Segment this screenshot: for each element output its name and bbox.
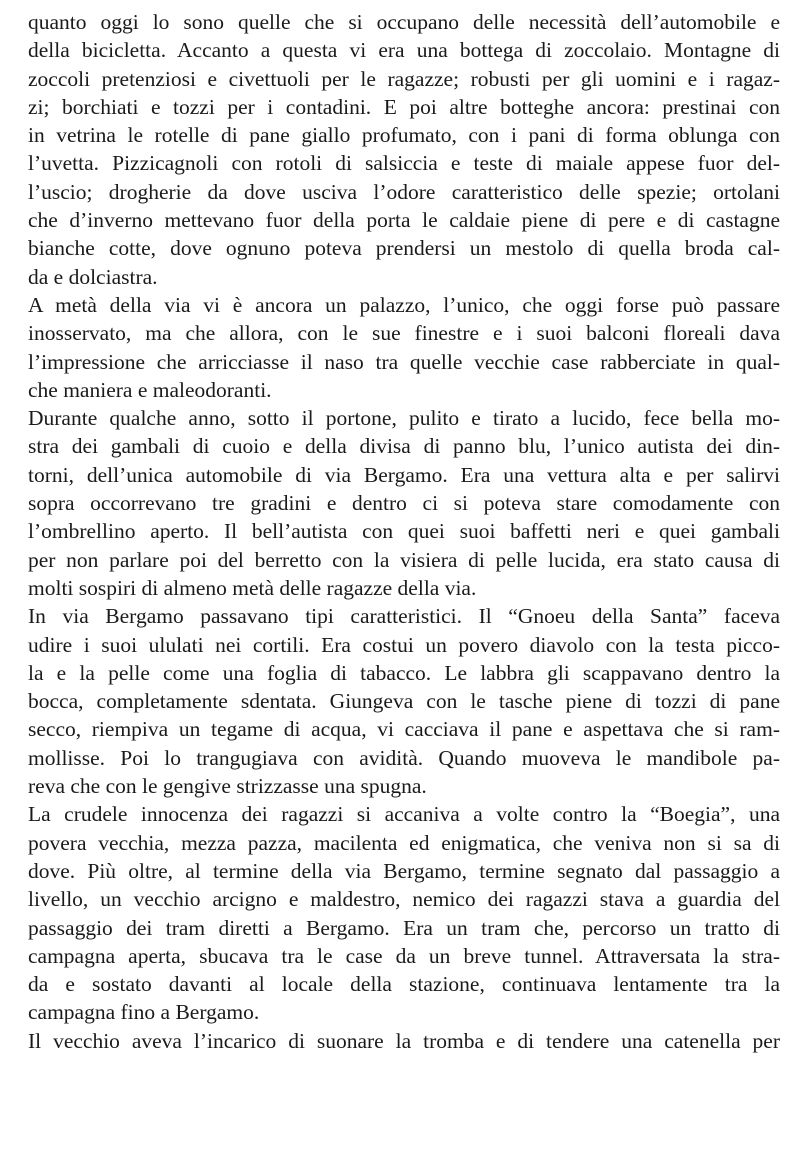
- text-line: l’uvetta. Pizzicagnoli con rotoli di salsiccia e teste di maiale appese fuor del-: [28, 151, 780, 176]
- text-line: della bicicletta. Accanto a questa vi era una bottega di zoccolaio. Montagne di: [28, 38, 780, 63]
- text-line: secco, riempiva un tegame di acqua, vi cacciava il pane e aspettava che si ram-: [28, 717, 780, 742]
- text-line: dove. Più oltre, al termine della via Bergamo, termine segnato dal passaggio a: [28, 858, 780, 883]
- text-line: povera vecchia, mezza pazza, macilenta ed enigmatica, che veniva non si sa di: [28, 830, 780, 855]
- text-line: da e sostato davanti al locale della stazione, continuava lentamente tra la: [28, 972, 780, 997]
- paragraph: [28, 602, 780, 800]
- text-line: in vetrina le rotelle di pane giallo profumato, con i pani di forma oblunga con: [28, 123, 780, 148]
- text-line: La crudele innocenza dei ragazzi si accaniva a volte contro la “Boegia”, una: [28, 802, 780, 827]
- text-line: mollisse. Poi lo trangugiava con avidità. Quando muoveva le mandibole pa-: [28, 745, 780, 770]
- body-text: [28, 8, 780, 1055]
- text-line: Durante qualche anno, sotto il portone, pulito e tirato a lucido, fece bella mo-: [28, 406, 780, 431]
- text-line: inosservato, ma che allora, con le sue finestre e i suoi balconi floreali dava: [28, 321, 780, 346]
- text-line: Il vecchio aveva l’incarico di suonare la tromba e di tendere una catenella per: [28, 1028, 780, 1053]
- text-line: l’uscio; drogherie da dove usciva l’odore caratteristico delle spezie; ortolani: [28, 179, 780, 204]
- text-line: sopra occorrevano tre gradini e dentro ci si poteva stare comodamente con: [28, 491, 780, 516]
- paragraph: [28, 404, 780, 602]
- text-line: l’ombrellino aperto. Il bell’autista con quei suoi baffetti neri e quei gambali: [28, 519, 780, 544]
- text-line: l’impressione che arricciasse il naso tra quelle vecchie case rabberciate in qual-: [28, 349, 780, 374]
- text-line: che d’inverno mettevano fuor della porta le caldaie piene di pere e di castagne: [28, 208, 780, 233]
- text-line: molti sospiri di almeno metà delle ragazze della via.: [28, 575, 477, 600]
- paragraph: [28, 291, 780, 404]
- text-line: livello, un vecchio arcigno e maldestro, nemico dei ragazzi stava a guardia del: [28, 887, 780, 912]
- text-line: reva che con le gengive strizzasse una spugna.: [28, 774, 427, 799]
- text-line: per non parlare poi del berretto con la visiera di pelle lucida, era stato causa di: [28, 547, 780, 572]
- text-line: udire i suoi ululati nei cortili. Era costui un povero diavolo con la testa picco-: [28, 632, 780, 657]
- text-line: torni, dell’unica automobile di via Bergamo. Era una vettura alta e per salirvi: [28, 462, 780, 487]
- text-line: campagna fino a Bergamo.: [28, 1000, 260, 1025]
- text-line: da e dolciastra.: [28, 264, 158, 289]
- text-line: zoccoli pretenziosi e civettuoli per le ragazze; robusti per gli uomini e i ragaz-: [28, 66, 780, 91]
- text-line: In via Bergamo passavano tipi caratteristici. Il “Gnoeu della Santa” faceva: [28, 604, 780, 629]
- text-line: che maniera e maleodoranti.: [28, 377, 272, 402]
- text-line: quanto oggi lo sono quelle che si occupano delle necessità dell’automobile e: [28, 10, 780, 34]
- text-line: stra dei gambali di cuoio e della divisa di panno blu, l’unico autista dei din-: [28, 434, 780, 459]
- text-line: bianche cotte, dove ognuno poteva prendersi un mestolo di quella broda cal-: [28, 236, 780, 261]
- paragraph: [28, 8, 780, 291]
- text-line: bocca, completamente sdentata. Giungeva con le tasche piene di tozzi di pane: [28, 689, 780, 714]
- text-line: passaggio dei tram diretti a Bergamo. Era un tram che, percorso un tratto di: [28, 915, 780, 940]
- paragraph: [28, 800, 780, 1026]
- paragraph: [28, 1027, 780, 1055]
- text-line: zi; borchiati e tozzi per i contadini. E poi altre botteghe ancora: prestinai con: [28, 94, 780, 119]
- text-line: A metà della via vi è ancora un palazzo, l’unico, che oggi forse può passare: [28, 292, 780, 317]
- text-line: la e la pelle come una foglia di tabacco. Le labbra gli scappavano dentro la: [28, 660, 780, 685]
- text-line: campagna aperta, sbucava tra le case da un breve tunnel. Attraversata la stra-: [28, 943, 780, 968]
